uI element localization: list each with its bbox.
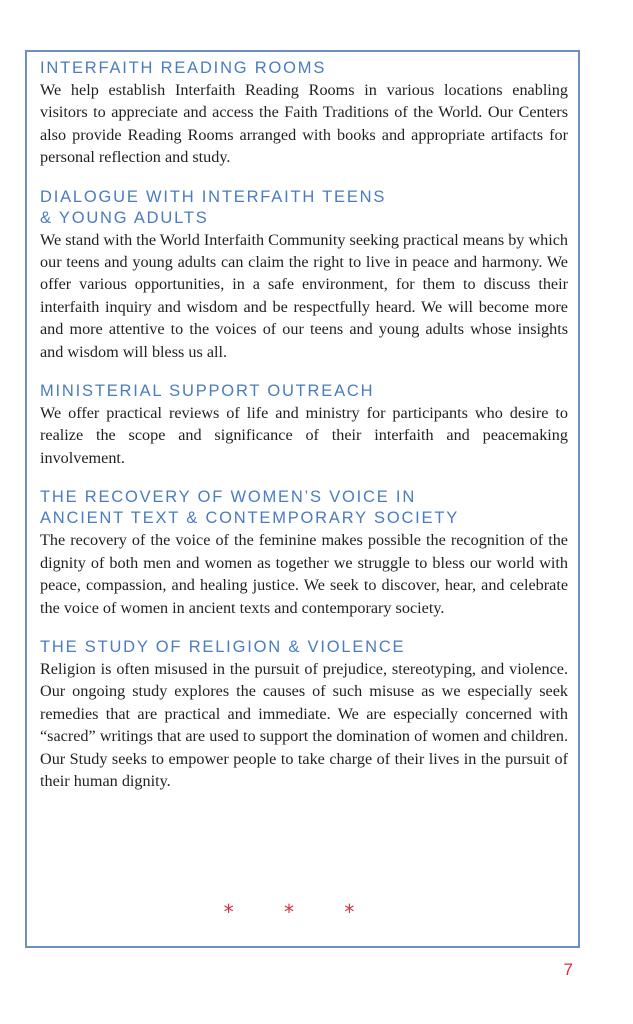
section-body: We help establish Interfaith Reading Rooms in various locations enabling visitors to appreciate and access the Faith Traditions of the World. Our Centers also provide Reading Rooms arranged with books and appropriate artifacts for personal reflection and study. [40,81,568,167]
section-body: We offer practical reviews of life and ministry for participants who desire to realize the scope and significance of their interfaith and peacemaking involvement. [40,404,568,467]
heading-line: THE RECOVERY OF WOMEN’S VOICE IN [40,488,417,507]
heading-line: DIALOGUE WITH INTERFAITH TEENS [40,187,387,206]
section-heading [40,637,568,658]
heading-line: THE STUDY OF RELIGION & VIOLENCE [40,637,406,656]
heading-line: & YOUNG ADULTS [40,208,209,227]
section-heading [40,487,568,529]
heading-line: ANCIENT TEXT & CONTEMPORARY SOCIETY [40,509,460,528]
section-body: We stand with the World Interfaith Community seeking practical means by which our teens and young adults can claim the right to live in peace and harmony. We offer various opportunities, in a safe environment, for them to discuss their interfaith inquiry and wisdom and be respectfully heard. We will become more and more attentive to the voices of our teens and young adults whose insights and wisdom will bless us all. [40,230,569,361]
section-divider-asterisks: * * * [223,900,377,924]
section-body: Religion is often misused in the pursuit of prejudice, stereotyping, and violence. Our ongoing study explores the causes of such misuse as we especially seek remedies that are practical and immediate. We are especially concerned with “sacred” writings that are used to support the domination of women and children. Our Study seeks to empower people to take charge of their lives in the pursuit of their human dignity. [40,659,568,790]
section-heading [40,381,568,402]
section-religion-violence [40,637,568,792]
section-dialogue-teens [40,187,568,363]
page-number: 7 [563,960,573,979]
section-interfaith-reading-rooms [40,58,568,169]
heading-line: MINISTERIAL SUPPORT OUTREACH [40,382,375,401]
heading-line: INTERFAITH READING ROOMS [40,59,327,77]
section-womens-voice [40,487,568,619]
section-heading [40,58,568,79]
page-content [40,58,568,810]
section-ministerial-support [40,381,568,469]
section-heading [40,187,568,229]
section-body: The recovery of the voice of the feminine makes possible the recognition of the dignity of both men and women as together we struggle to bless our world with peace, compassion, and healing justice. We seek to discover, hear, and celebrate the voice of women in ancient texts and contemporary society. [40,531,568,617]
